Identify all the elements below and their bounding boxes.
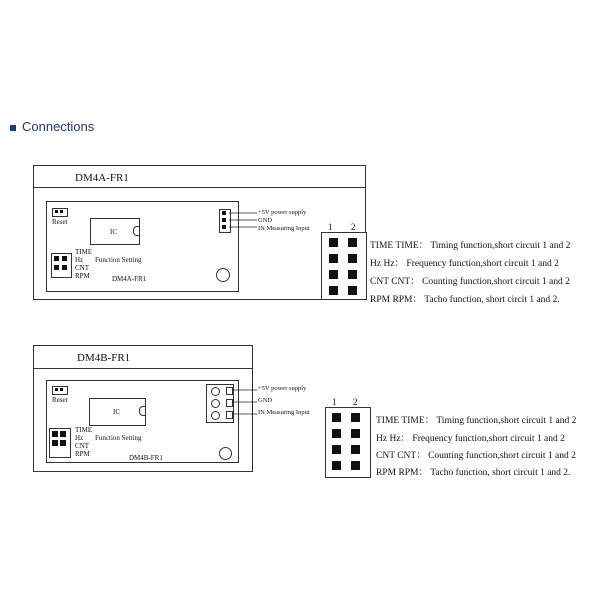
module-a-desc-time: TIME TIME： Timing function,short circuit 1 and 2 (370, 241, 571, 251)
module-a-jumper-col-1: 1 (328, 222, 333, 232)
section-title: Connections (22, 119, 95, 134)
module-b-board-label: DM4B-FR1 (129, 454, 163, 462)
module-a-desc-hz: Hz Hz： Frequency function,short circuit 1 and 2 (370, 259, 559, 269)
module-a-func-hz: Hz (75, 256, 84, 264)
module-b-function-setting-label: Function Setting (95, 434, 142, 442)
module-b-func-cnt: CNT (75, 442, 89, 450)
module-b-desc-hz: Hz Hz： Frequency function,short circuit 1 and 2 (376, 434, 565, 444)
module-a-pin-gnd: GND (258, 217, 273, 224)
module-b-reset-label: Reset (52, 396, 68, 404)
module-a-pin-in: IN Measuring Input (258, 225, 310, 232)
module-a-pin-5v: +5V power supply (258, 209, 307, 216)
module-b-ic-label: IC (113, 408, 120, 416)
module-b-func-time: TIME (75, 426, 93, 434)
module-b-jumper-col-1: 1 (332, 397, 337, 407)
module-a-jumper-col-2: 2 (351, 222, 356, 232)
module-b-pin-gnd: GND (258, 397, 273, 404)
module-a-board-label: DM4A-FR1 (112, 275, 147, 283)
module-a-reset-label: Reset (52, 218, 68, 226)
module-b-func-hz: Hz (75, 434, 84, 442)
module-b-desc-time: TIME TIME： Timing function,short circuit 1 and 2 (376, 416, 577, 426)
module-a-func-rpm: RPM (75, 272, 90, 280)
module-a-function-setting-label: Function Setting (95, 256, 142, 264)
module-b-func-rpm: RPM (75, 450, 90, 458)
module-b-jumper-col-2: 2 (353, 397, 358, 407)
module-b-pin-5v: +5V power supply (258, 385, 307, 392)
module-b-title: DM4B-FR1 (77, 352, 131, 364)
module-a-ic-label: IC (110, 228, 117, 236)
module-b-desc-cnt: CNT CNT： Counting function,short circuit 1 and 2 (376, 451, 576, 461)
module-a-desc-cnt: CNT CNT： Counting function,short circuit 1 and 2 (370, 277, 570, 287)
module-b-desc-rpm: RPM RPM： Tacho function, short circuit 1 and 2. (376, 468, 571, 478)
module-b-pin-in: IN Measuring Input (258, 409, 310, 416)
module-a-desc-rpm: RPM RPM： Tacho function, short circit 1 and 2. (370, 295, 560, 305)
module-a-func-time: TIME (75, 248, 93, 256)
module-a-title: DM4A-FR1 (75, 172, 129, 184)
module-a-func-cnt: CNT (75, 264, 89, 272)
